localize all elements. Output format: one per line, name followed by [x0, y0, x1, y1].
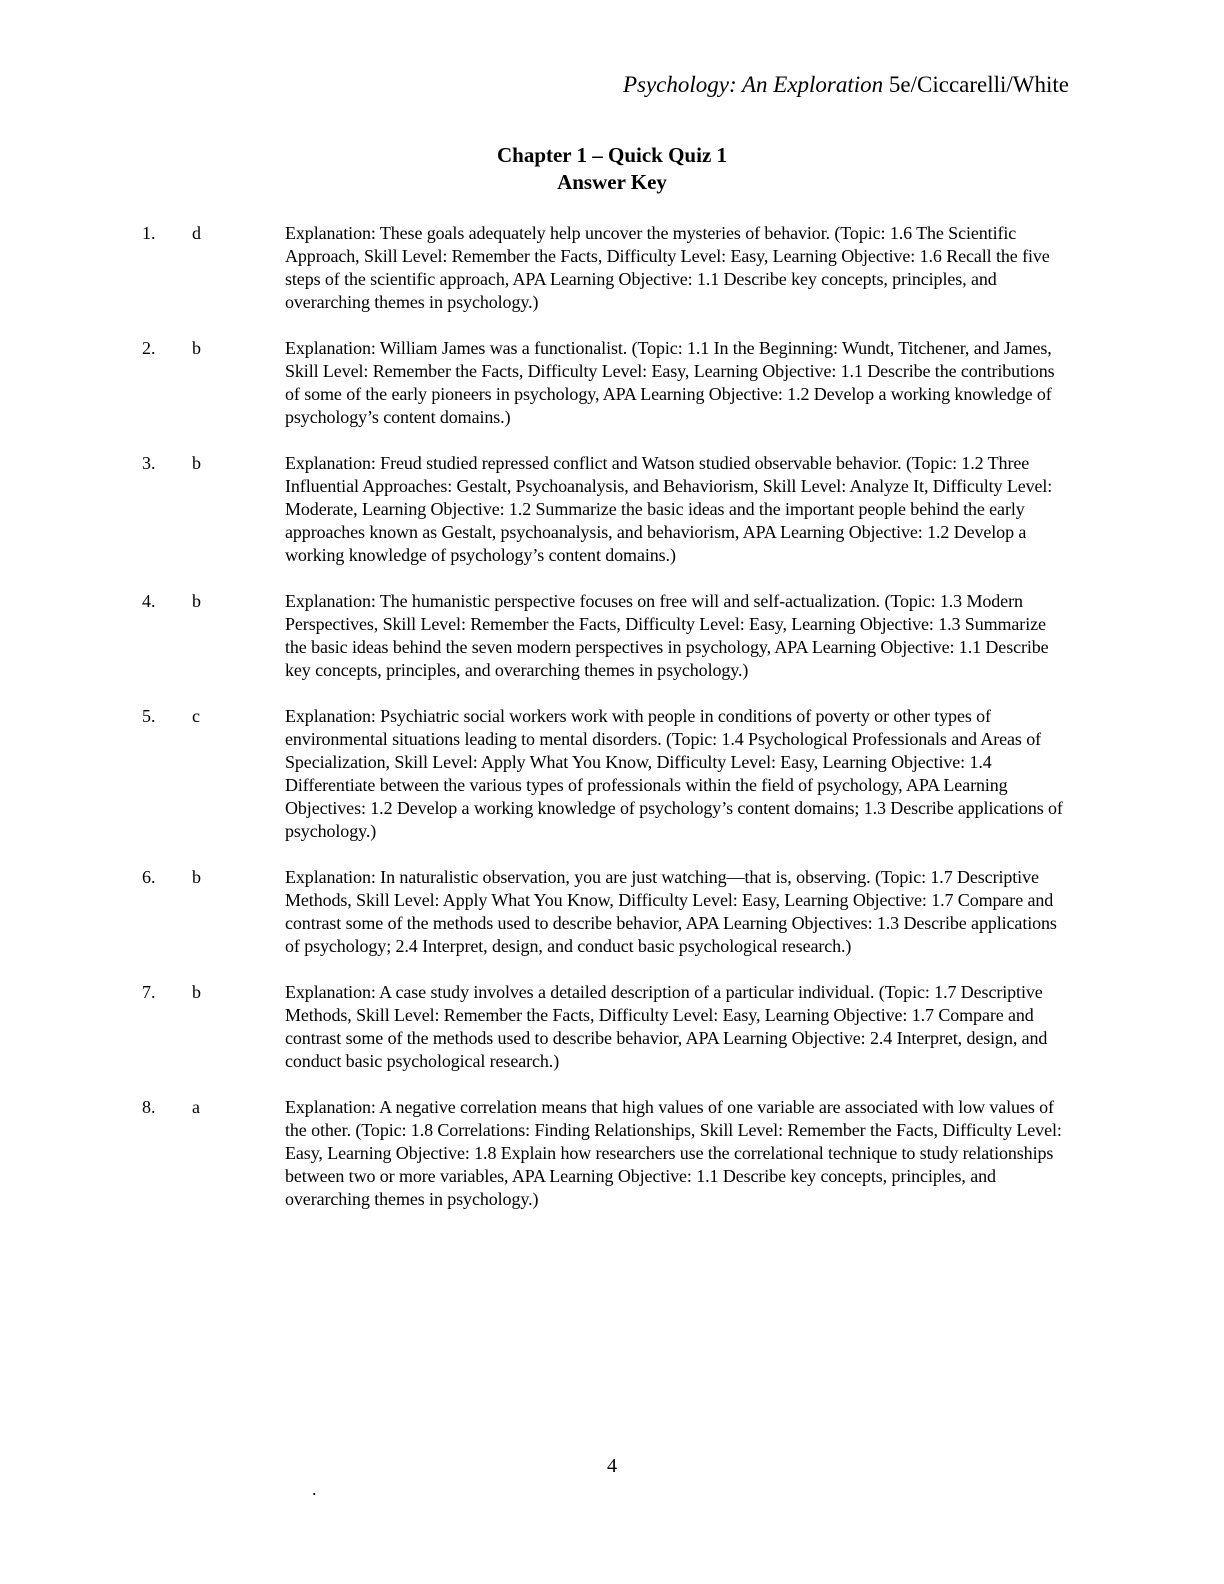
answer-explanation: Explanation: A case study involves a detailed description of a particular individual. (Topic: 1.7 Descriptive Methods, Skill Level: Remember the Facts, Difficulty Level: Easy, Learning Objective: 1.7 Compare and contrast some of the methods used to describe behavior, APA Learning Objective: 2.4 Interpret, design, and conduct basic psychological research.)	[285, 982, 1048, 1071]
book-title: Psychology: An Exploration	[622, 72, 884, 97]
answer-letter: d	[192, 223, 201, 243]
answer-item	[0, 866, 1224, 958]
answer-number: 6.	[142, 867, 156, 887]
answer-explanation: Explanation: William James was a functionalist. (Topic: 1.1 In the Beginning: Wundt, Titchener, and James, Skill Level: Remember the Facts, Difficulty Level: Easy, Learning Objective: 1.1 Describe the contributions of some of the early pioneers in psychology, APA Learning Objective: 1.2 Develop a working knowledge of psychology’s content domains.)	[285, 338, 1055, 427]
answer-explanation: Explanation: In naturalistic observation, you are just watching—that is, observing. (Topic: 1.7 Descriptive Methods, Skill Level: Apply What You Know, Difficulty Level: Easy, Learning Objective: 1.7 Compare and contrast some of the methods used to describe behavior, APA Learning Objectives: 1.3 Describe applications of psychology; 2.4 Interpret, design, and conduct basic psychological research.)	[285, 867, 1057, 956]
answer-number: 4.	[142, 591, 156, 611]
answer-letter: b	[192, 453, 201, 473]
answer-item	[0, 981, 1224, 1073]
footer-dot: .	[312, 1479, 317, 1499]
answer-letter: c	[192, 706, 200, 726]
answer-number: 3.	[142, 453, 156, 473]
page-title	[0, 142, 1224, 196]
answer-number: 8.	[142, 1097, 156, 1117]
answer-number: 7.	[142, 982, 156, 1002]
answer-item	[0, 337, 1224, 429]
answer-item	[0, 452, 1224, 567]
answer-explanation: Explanation: Freud studied repressed conflict and Watson studied observable behavior. (Topic: 1.2 Three Influential Approaches: Gestalt, Psychoanalysis, and Behaviorism, Skill Level: Analyze It, Difficulty Level: Moderate, Learning Objective: 1.2 Summarize the basic ideas and the important people behind the early approaches known as Gestalt, psychoanalysis, and behaviorism, APA Learning Objective: 1.2 Develop a working knowledge of psychology’s content domains.)	[285, 453, 1053, 565]
answer-letter: a	[192, 1097, 200, 1117]
answer-letter: b	[192, 982, 201, 1002]
answer-letter: b	[192, 867, 201, 887]
page-number: 4	[607, 1455, 617, 1477]
answer-explanation: Explanation: The humanistic perspective focuses on free will and self-actualization. (Topic: 1.3 Modern Perspectives, Skill Level: Remember the Facts, Difficulty Level: Easy, Learning Objective: 1.3 Summarize the basic ideas behind the seven modern perspectives in psychology, APA Learning Objective: 1.1 Describe key concepts, principles, and overarching themes in psychology.)	[285, 591, 1049, 680]
answer-letter: b	[192, 591, 201, 611]
answer-item	[0, 590, 1224, 682]
answer-explanation: Explanation: Psychiatric social workers work with people in conditions of poverty or other types of environmental situations leading to mental disorders. (Topic: 1.4 Psychological Professionals and Areas of Specialization, Skill Level: Apply What You Know, Difficulty Level: Easy, Learning Objective: 1.4 Differentiate between the various types of professionals within the field of psychology, APA Learning Objectives: 1.2 Develop a working knowledge of psychology’s content domains; 1.3 Describe applications of psychology.)	[285, 706, 1063, 841]
answer-key-subtitle: Answer Key	[557, 170, 667, 194]
answer-explanation: Explanation: These goals adequately help uncover the mysteries of behavior. (Topic: 1.6 The Scientific Approach, Skill Level: Remember the Facts, Difficulty Level: Easy, Learning Objective: 1.6 Recall the five steps of the scientific approach, APA Learning Objective: 1.1 Describe key concepts, principles, and overarching themes in psychology.)	[285, 223, 1050, 312]
answer-item	[0, 1096, 1224, 1211]
answer-item	[0, 222, 1224, 314]
running-header	[623, 70, 1069, 100]
answer-number: 5.	[142, 706, 156, 726]
answer-item	[0, 705, 1224, 843]
answer-letter: b	[192, 338, 201, 358]
answer-list	[0, 222, 1224, 1234]
edition-authors: 5e/Ciccarelli/White	[883, 72, 1069, 97]
chapter-quiz-title: Chapter 1 – Quick Quiz 1	[496, 143, 728, 167]
answer-number: 2.	[142, 338, 156, 358]
answer-number: 1.	[142, 223, 156, 243]
answer-explanation: Explanation: A negative correlation means that high values of one variable are associated with low values of the other. (Topic: 1.8 Correlations: Finding Relationships, Skill Level: Remember the Facts, Difficulty Level: Easy, Learning Objective: 1.8 Explain how researchers use the correlational technique to study relationships between two or more variables, APA Learning Objective: 1.1 Describe key concepts, principles, and overarching themes in psychology.)	[285, 1097, 1062, 1209]
